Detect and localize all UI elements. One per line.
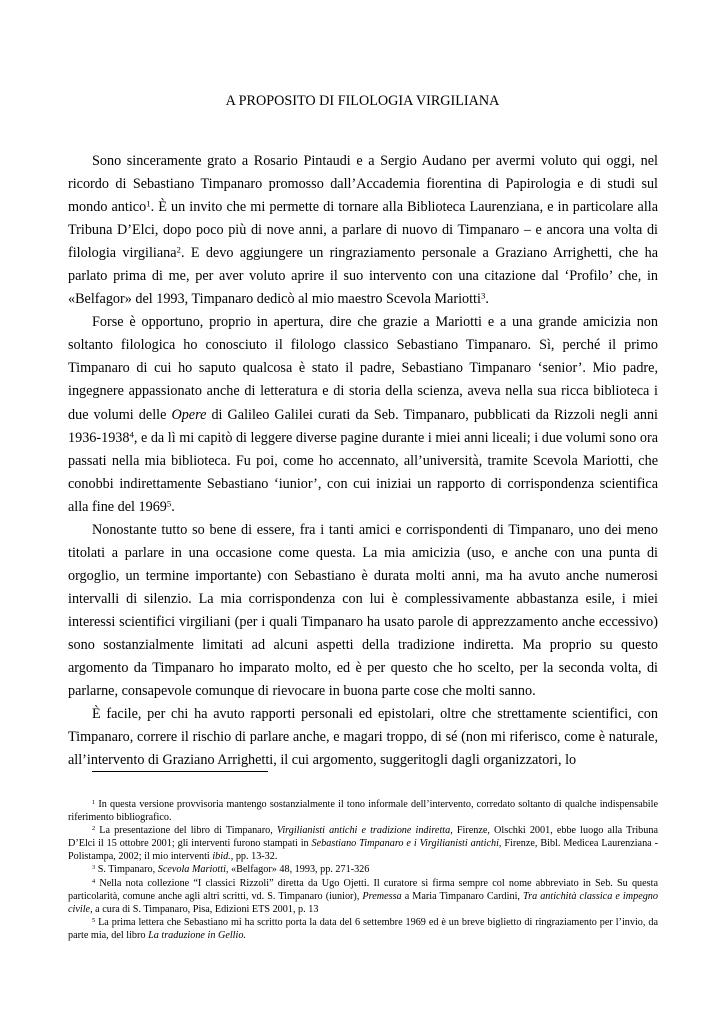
paragraph-4: È facile, per chi ha avuto rapporti personali ed epistolari, oltre che strettamente scientifici, con Timpanaro, correre il rischio di parlare anche, e magari troppo, di sé (non mi riferisco, come è naturale, all’intervento di Graziano Arrighetti, il cui argomento, suggeritogli dagli organizzatori, lo xyxy=(68,706,658,769)
paragraph-2-part-d: . xyxy=(171,498,175,515)
paragraph-1-part-c: . E devo aggiungere un ringraziamento personale a Graziano Arrighetti, che ha parlato prima di me, per aver voluto aprire il suo intervento con una citazione dal ‘Profilo’ che, in «Belfagor» del 1993, Timpanaro dedicò al mio maestro Scevola Mariotti xyxy=(68,245,658,308)
footnote-ref-2[interactable]: 2 xyxy=(176,244,181,255)
footnotes xyxy=(68,798,658,942)
footnote-2-part-a: La presentazione del libro di Timpanaro, xyxy=(95,825,277,837)
paragraph-1 xyxy=(68,150,658,311)
footnote-ref-5[interactable]: 5 xyxy=(166,498,172,509)
paragraph-2-part-c: , e da lì mi capitò di leggere diverse pagine durante i miei anni liceali; i due volumi sono ora passati nella mia biblioteca. Fu poi, come ho accennato, all’università, tramite Scevola Mariotti, che conobbi indirettamente Sebastiano ‘iunior’, con cui iniziai un rapporto di corrispondenza scientifica alla fine del 1969 xyxy=(68,429,658,515)
footnote-3-part-b: «Belfagor» 48, 1993, pp. 271-326 xyxy=(228,864,370,876)
page-title: A PROPOSITO DI FILOLOGIA VIRGILIANA xyxy=(225,93,500,109)
footnote-3 xyxy=(68,863,658,876)
footnote-2-ibid: ibid. xyxy=(212,851,231,863)
footnote-number-1: 1 xyxy=(92,798,96,806)
footnote-1-text: In questa versione provvisoria mantengo sostanzialmente il tono informale dell’intervento, corredato soltanto di qualche indispensabile riferimento bibliografico. xyxy=(68,799,658,824)
footnote-number-5: 5 xyxy=(92,916,96,924)
footnote-ref-1[interactable]: 1 xyxy=(146,198,151,209)
footnote-number-4: 4 xyxy=(92,877,96,885)
footnote-2-part-b: , Firenze, Olschki 2001, ebbe luogo alla Tribuna D’Elci il 15 ottobre 2001; gli interventi furono stampati in xyxy=(68,825,658,850)
footnote-4-part-c: , a cura di S. Timpanaro, Pisa, Edizioni ETS 2001, p. 13 xyxy=(90,903,319,915)
paragraph-2-part-b: di Galileo Galilei curati da Seb. Timpanaro, pubblicati da Rizzoli negli anni 1936-1938 xyxy=(68,406,658,446)
footnote-2-part-d: , pp. 13-32. xyxy=(230,851,278,863)
paragraph-2-part-a: Forse è opportuno, proprio in apertura, dire che grazie a Mariotti e a una grande amicizia non soltanto filologica ho conosciuto il filologo classico Sebastiano Timpanaro. Sì, perché il primo Timpanaro di cui ho saputo qualcosa è stato il padre, Sebastiano Timpanaro ‘senior’. Mio padre, ingegnere appassionato anche di letteratura e di storia della scienza, aveva nella sua ricca biblioteca i due volumi delle xyxy=(68,314,658,423)
footnote-4 xyxy=(68,877,658,916)
footnote-4-title-2: Tra antichità classica e impegno civile xyxy=(68,890,658,915)
footnote-3-part-a: S. Timpanaro, xyxy=(95,864,158,876)
footnote-3-title: Scevola Mariotti, xyxy=(157,864,229,876)
footnote-number-3: 3 xyxy=(92,864,96,872)
footnote-2-title-2: Sebastiano Timpanaro e i Virgilianisti antichi xyxy=(311,838,499,850)
paragraph-2-opere: Opere xyxy=(171,406,207,423)
footnote-number-2: 2 xyxy=(92,825,96,833)
paragraph-1-part-b: . È un invito che mi permette di tornare alla Biblioteca Laurenziana, e in particolare alla Tribuna D’Elci, dopo poco più di nove anni, a parlare di nuovo di Timpanaro – e ancora una volta di filologia virgiliana xyxy=(68,199,659,262)
footnote-4-part-a: Nella nota collezione “I classici Rizzoli” diretta da Ugo Ojetti. Il curatore si firma sempre col nome abbreviato in Seb. Su questa particolarità, comune anche agli altri scritti, vd. S. Timpanaro (iunior), xyxy=(68,877,658,902)
footnote-separator xyxy=(92,771,268,772)
footnote-5-title: La traduzione in Gellio. xyxy=(148,929,246,941)
footnote-5-part-a: La prima lettera che Sebastiano mi ha scritto porta la data del 6 settembre 1969 ed è un breve biglietto di ringraziamento per l’invio, da parte mia, del libro xyxy=(68,916,658,941)
footnote-2-part-c: , Firenze, Bibl. Medicea Laurenziana - Polistampa, 2002; il mio interventi xyxy=(68,838,658,863)
paragraph-3: Nonostante tutto so bene di essere, fra i tanti amici e corrispondenti di Timpanaro, uno dei meno titolati a parlare in una occasione come questa. La mia amicizia (uso, e anche con una punta di orgoglio, un termine importante) con Sebastiano è durata molti anni, ma ha avuto anche numerosi intervalli di silenzio. La mia corrispondenza con lui è complessivamente abbastanza esile, i miei interessi scientifici virgiliani (per i quali Timpanaro ha usato parole di apprezzamento anche eccessivo) sono sostanzialmente limitati ad alcuni aspetti della tradizione indiretta. Ma proprio su questo argomento da Timpanaro ho imparato molto, ed è per questo che ho scelto, per la seconda volta, di parlarne, consapevole comunque di rievocare in buona parte cose che molti sanno. xyxy=(68,521,658,700)
footnote-2-title-1: Virgilianisti antichi e tradizione indiretta xyxy=(276,825,451,837)
footnote-1 xyxy=(68,798,658,824)
footnote-4-part-b: a Maria Timpanaro Cardini, xyxy=(401,890,523,902)
footnote-2 xyxy=(68,824,658,863)
paragraph-1-part-a: Sono sinceramente grato a Rosario Pintaudi e a Sergio Audano per avermi voluto qui oggi, nel ricordo di Sebastiano Timpanaro promosso dall’Accademia fiorentina di Papirologia e di studi sul mondo antico xyxy=(68,153,658,216)
footnote-ref-4[interactable]: 4 xyxy=(129,429,134,440)
footnote-5 xyxy=(68,916,658,942)
paragraph-2 xyxy=(68,311,658,518)
footnote-4-title-1: Premessa xyxy=(362,890,402,902)
body-text xyxy=(68,150,658,772)
footnote-ref-3[interactable]: 3 xyxy=(480,290,486,301)
paragraph-1-part-d: . xyxy=(485,291,489,308)
